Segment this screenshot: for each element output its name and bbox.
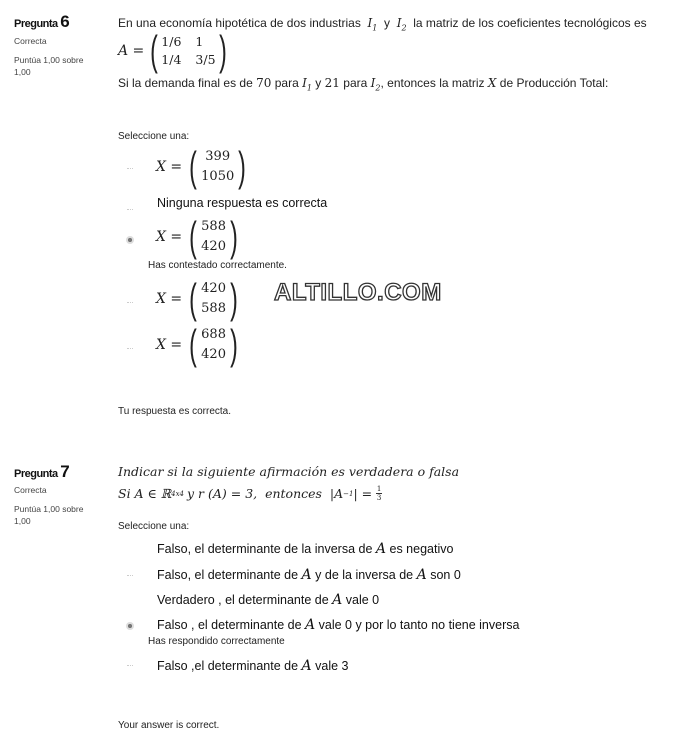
math-i2: $I_2$ [396,16,407,33]
option-lhs: X = [156,291,183,307]
vector-values [200,217,227,257]
demand-value: 70 [256,76,272,90]
option-text: Falso, el determinante de la inversa de [157,542,373,556]
score-text: Puntúa 1,00 sobre [14,55,84,65]
stem-text: y [315,76,322,90]
score-max: 1,00 [14,67,31,77]
question-7-header [14,462,69,482]
option-2[interactable] [157,567,461,583]
option-3[interactable] [156,213,241,260]
option-radio-selected[interactable] [126,236,134,244]
question-7-stem-line2 [118,485,382,502]
left-paren: ( [150,27,159,74]
left-paren: ( [189,143,198,190]
math-a: A [305,617,316,633]
option-lhs: X = [156,159,183,175]
option-text: Falso , el determinante de [157,618,302,632]
option-4[interactable] [156,275,241,322]
demand-value: 21 [324,76,340,90]
option-text: Falso, el determinante de [157,568,299,582]
vector-cell: 1050 [201,169,235,184]
option-4[interactable] [157,617,519,633]
question-number: 6 [60,12,70,31]
stem-text: de Producción Total: [499,76,609,90]
matrix-cell: 1/6 [161,34,182,49]
vector-values [200,279,227,319]
vector-cell: 399 [205,149,231,164]
general-feedback: Your answer is correct. [118,720,220,731]
question-6-stem-line2 [118,76,608,92]
fraction [376,485,382,502]
vector-cell: 420 [201,239,226,254]
vector-cell: 420 [201,347,226,362]
left-paren: ( [189,321,198,368]
select-label: Seleccione una: [118,521,190,532]
matrix-cell: 1/4 [161,52,182,67]
math-i1: $I_1$ [302,76,312,93]
stem-superscript: −1 [343,489,354,498]
vector-cell: 588 [201,219,226,234]
fraction-den: 3 [376,494,382,502]
option-1[interactable] [157,541,453,557]
option-radio-selected[interactable] [126,622,134,630]
option-5[interactable] [156,321,241,368]
option-text: es negativo [389,542,454,556]
option-text: vale 3 [315,659,349,673]
option-radio[interactable] [127,348,133,355]
right-paren: ) [230,275,238,322]
option-lhs: X = [156,229,183,245]
score-max: 1,00 [14,516,31,526]
question-6-header [14,12,69,32]
status-text: Correcta [14,36,47,46]
option-2[interactable]: Ninguna respuesta es correcta [157,196,328,210]
option-radio[interactable] [127,302,133,309]
stem-text: la matriz de los coeficientes tecnológicos es [413,16,647,30]
option-1[interactable] [156,143,249,190]
math-a: A [301,658,312,674]
option-text: Verdadero , el determinante de [157,593,329,607]
stem-text: y [384,16,391,30]
question-6-info [14,35,83,78]
inline-feedback: Has contestado correctamente. [148,260,287,271]
math-i1: $I_1$ [367,16,378,33]
vector-cell: 588 [201,301,226,316]
right-paren: ) [218,27,227,74]
matrix-cell: 1 [195,34,204,49]
option-radio[interactable] [127,665,133,672]
stem-text: En una economía hipotética de dos industrias [118,16,361,30]
general-feedback: Tu respuesta es correcta. [118,406,232,417]
option-radio[interactable] [127,209,133,216]
question-number: 7 [60,462,70,481]
matrix-a-values [161,33,215,69]
option-text: vale 0 [345,593,380,607]
stem-text: , entonces la matriz [380,76,485,90]
stem-text: para [274,76,299,90]
inline-feedback: Has respondido correctamente [148,636,285,647]
math-i2: $I_2$ [370,76,381,93]
watermark-text: ALTILLO.COM [274,279,442,306]
matrix-cell: 3/5 [195,52,216,67]
option-lhs: X = [156,337,183,353]
score-text: Puntúa 1,00 sobre [14,504,84,514]
option-text: son 0 [430,568,461,582]
option-5[interactable] [157,658,349,674]
option-radio[interactable] [127,575,133,582]
vector-cell: 420 [201,281,226,296]
math-a: A [416,567,427,583]
matrix-a [118,27,230,74]
select-label: Seleccione una: [118,131,190,142]
status-text: Correcta [14,485,47,495]
stem-text: para [343,76,368,90]
fraction-num: 1 [376,485,382,493]
vector-values [200,147,235,187]
stem-text: Si A ∈ ℝ [118,486,172,501]
left-paren: ( [189,275,198,322]
right-paren: ) [238,143,247,190]
matrix-a-label: A = [118,43,145,59]
question-label: Pregunta [14,468,58,480]
question-label: Pregunta [14,18,58,30]
option-radio[interactable] [127,168,133,175]
stem-superscript: 4x4 [171,489,185,498]
question-7-stem-line1: Indicar si la siguiente afirmación es verdadera o falsa [118,464,460,479]
stem-text: Si la demanda final es de [118,76,253,90]
stem-text: y r (A) = 3, entonces |A [187,486,344,501]
math-x: X [487,76,497,90]
vector-cell: 688 [201,327,226,342]
math-a: A [301,567,312,583]
stem-text: | = [353,486,373,501]
right-paren: ) [230,213,238,260]
option-text: Falso ,el determinante de [157,659,299,673]
vector-values [200,325,227,365]
left-paren: ( [189,213,198,260]
math-a: A [375,541,387,557]
right-paren: ) [230,321,238,368]
option-text: y de la inversa de [315,568,414,582]
math-a: A [332,592,343,608]
option-3[interactable] [157,592,379,608]
question-7-info [14,484,83,527]
option-text: vale 0 y por lo tanto no tiene inversa [318,618,520,632]
